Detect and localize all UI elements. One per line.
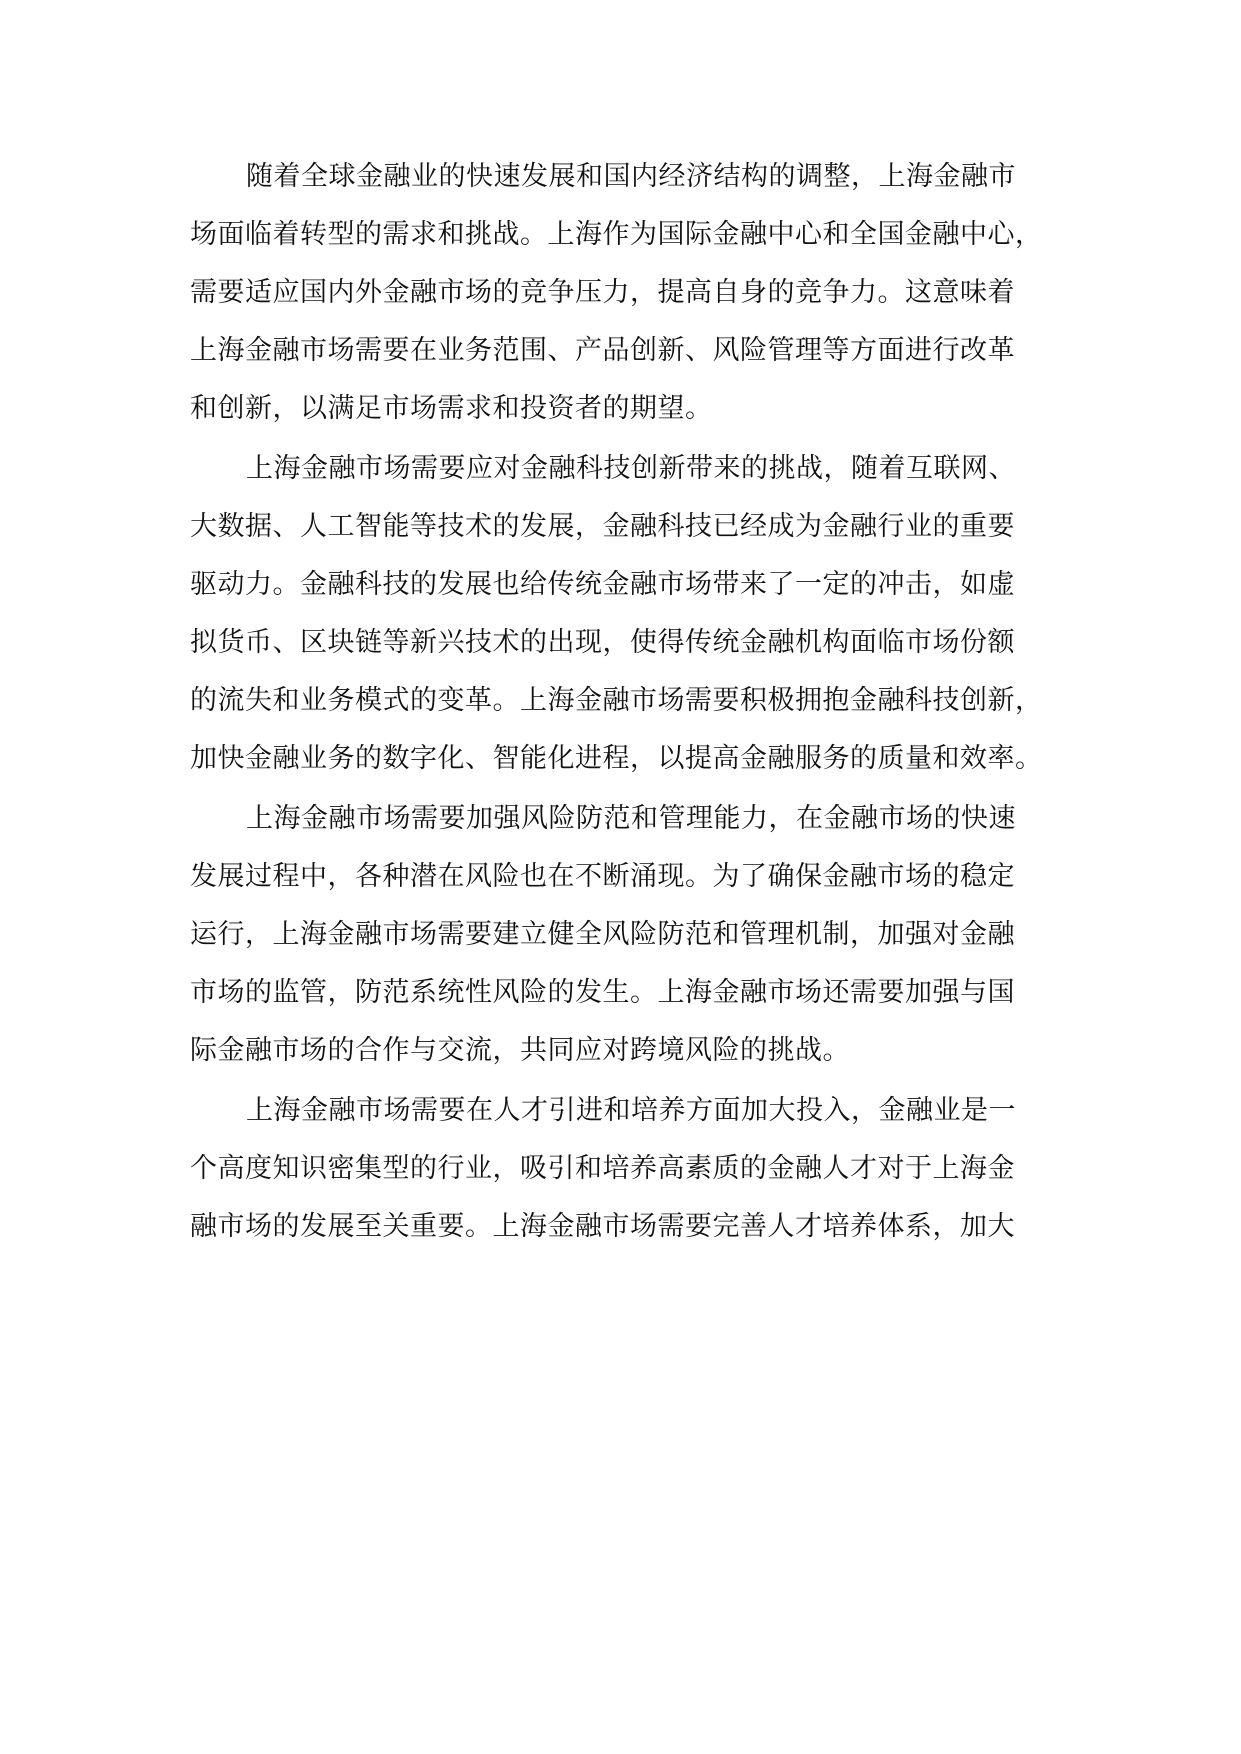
paragraph bbox=[190, 440, 1050, 788]
paragraph bbox=[190, 790, 1050, 1080]
text-line: 加快金融业务的数字化、智能化进程，以提高金融服务的质量和效率。 bbox=[190, 743, 1043, 774]
paragraph bbox=[190, 1082, 1050, 1256]
text-line: 融市场的发展至关重要。上海金融市场需要完善人才培养体系，加大 bbox=[190, 1211, 1015, 1242]
text-line: 场面临着转型的需求和挑战。上海作为国际金融中心和全国金融中心， bbox=[190, 219, 1043, 250]
text-line: 发展过程中，各种潜在风险也在不断涌现。为了确保金融市场的稳定 bbox=[190, 861, 1015, 892]
text-line: 上海金融市场需要在人才引进和培养方面加大投入，金融业是一 bbox=[246, 1095, 1016, 1126]
text-line: 随着全球金融业的快速发展和国内经济结构的调整，上海金融市 bbox=[246, 161, 1016, 192]
text-line: 拟货币、区块链等新兴技术的出现，使得传统金融机构面临市场份额 bbox=[190, 627, 1015, 658]
text-line: 个高度知识密集型的行业，吸引和培养高素质的金融人才对于上海金 bbox=[190, 1153, 1015, 1184]
document-body bbox=[190, 148, 1050, 1256]
text-line: 大数据、人工智能等技术的发展，金融科技已经成为金融行业的重要 bbox=[190, 511, 1015, 542]
text-line: 上海金融市场需要加强风险防范和管理能力，在金融市场的快速 bbox=[246, 803, 1016, 834]
paragraph bbox=[190, 148, 1050, 438]
text-line: 际金融市场的合作与交流，共同应对跨境风险的挑战。 bbox=[190, 1035, 850, 1066]
text-line: 和创新，以满足市场需求和投资者的期望。 bbox=[190, 393, 713, 424]
text-line: 的流失和业务模式的变革。上海金融市场需要积极拥抱金融科技创新， bbox=[190, 685, 1043, 716]
text-line: 需要适应国内外金融市场的竞争压力，提高自身的竞争力。这意味着 bbox=[190, 277, 1015, 308]
text-line: 运行，上海金融市场需要建立健全风险防范和管理机制，加强对金融 bbox=[190, 919, 1015, 950]
text-line: 市场的监管，防范系统性风险的发生。上海金融市场还需要加强与国 bbox=[190, 977, 1015, 1008]
text-line: 驱动力。金融科技的发展也给传统金融市场带来了一定的冲击，如虚 bbox=[190, 569, 1015, 600]
text-line: 上海金融市场需要在业务范围、产品创新、风险管理等方面进行改革 bbox=[190, 335, 1015, 366]
text-line: 上海金融市场需要应对金融科技创新带来的挑战，随着互联网、 bbox=[246, 453, 1016, 484]
